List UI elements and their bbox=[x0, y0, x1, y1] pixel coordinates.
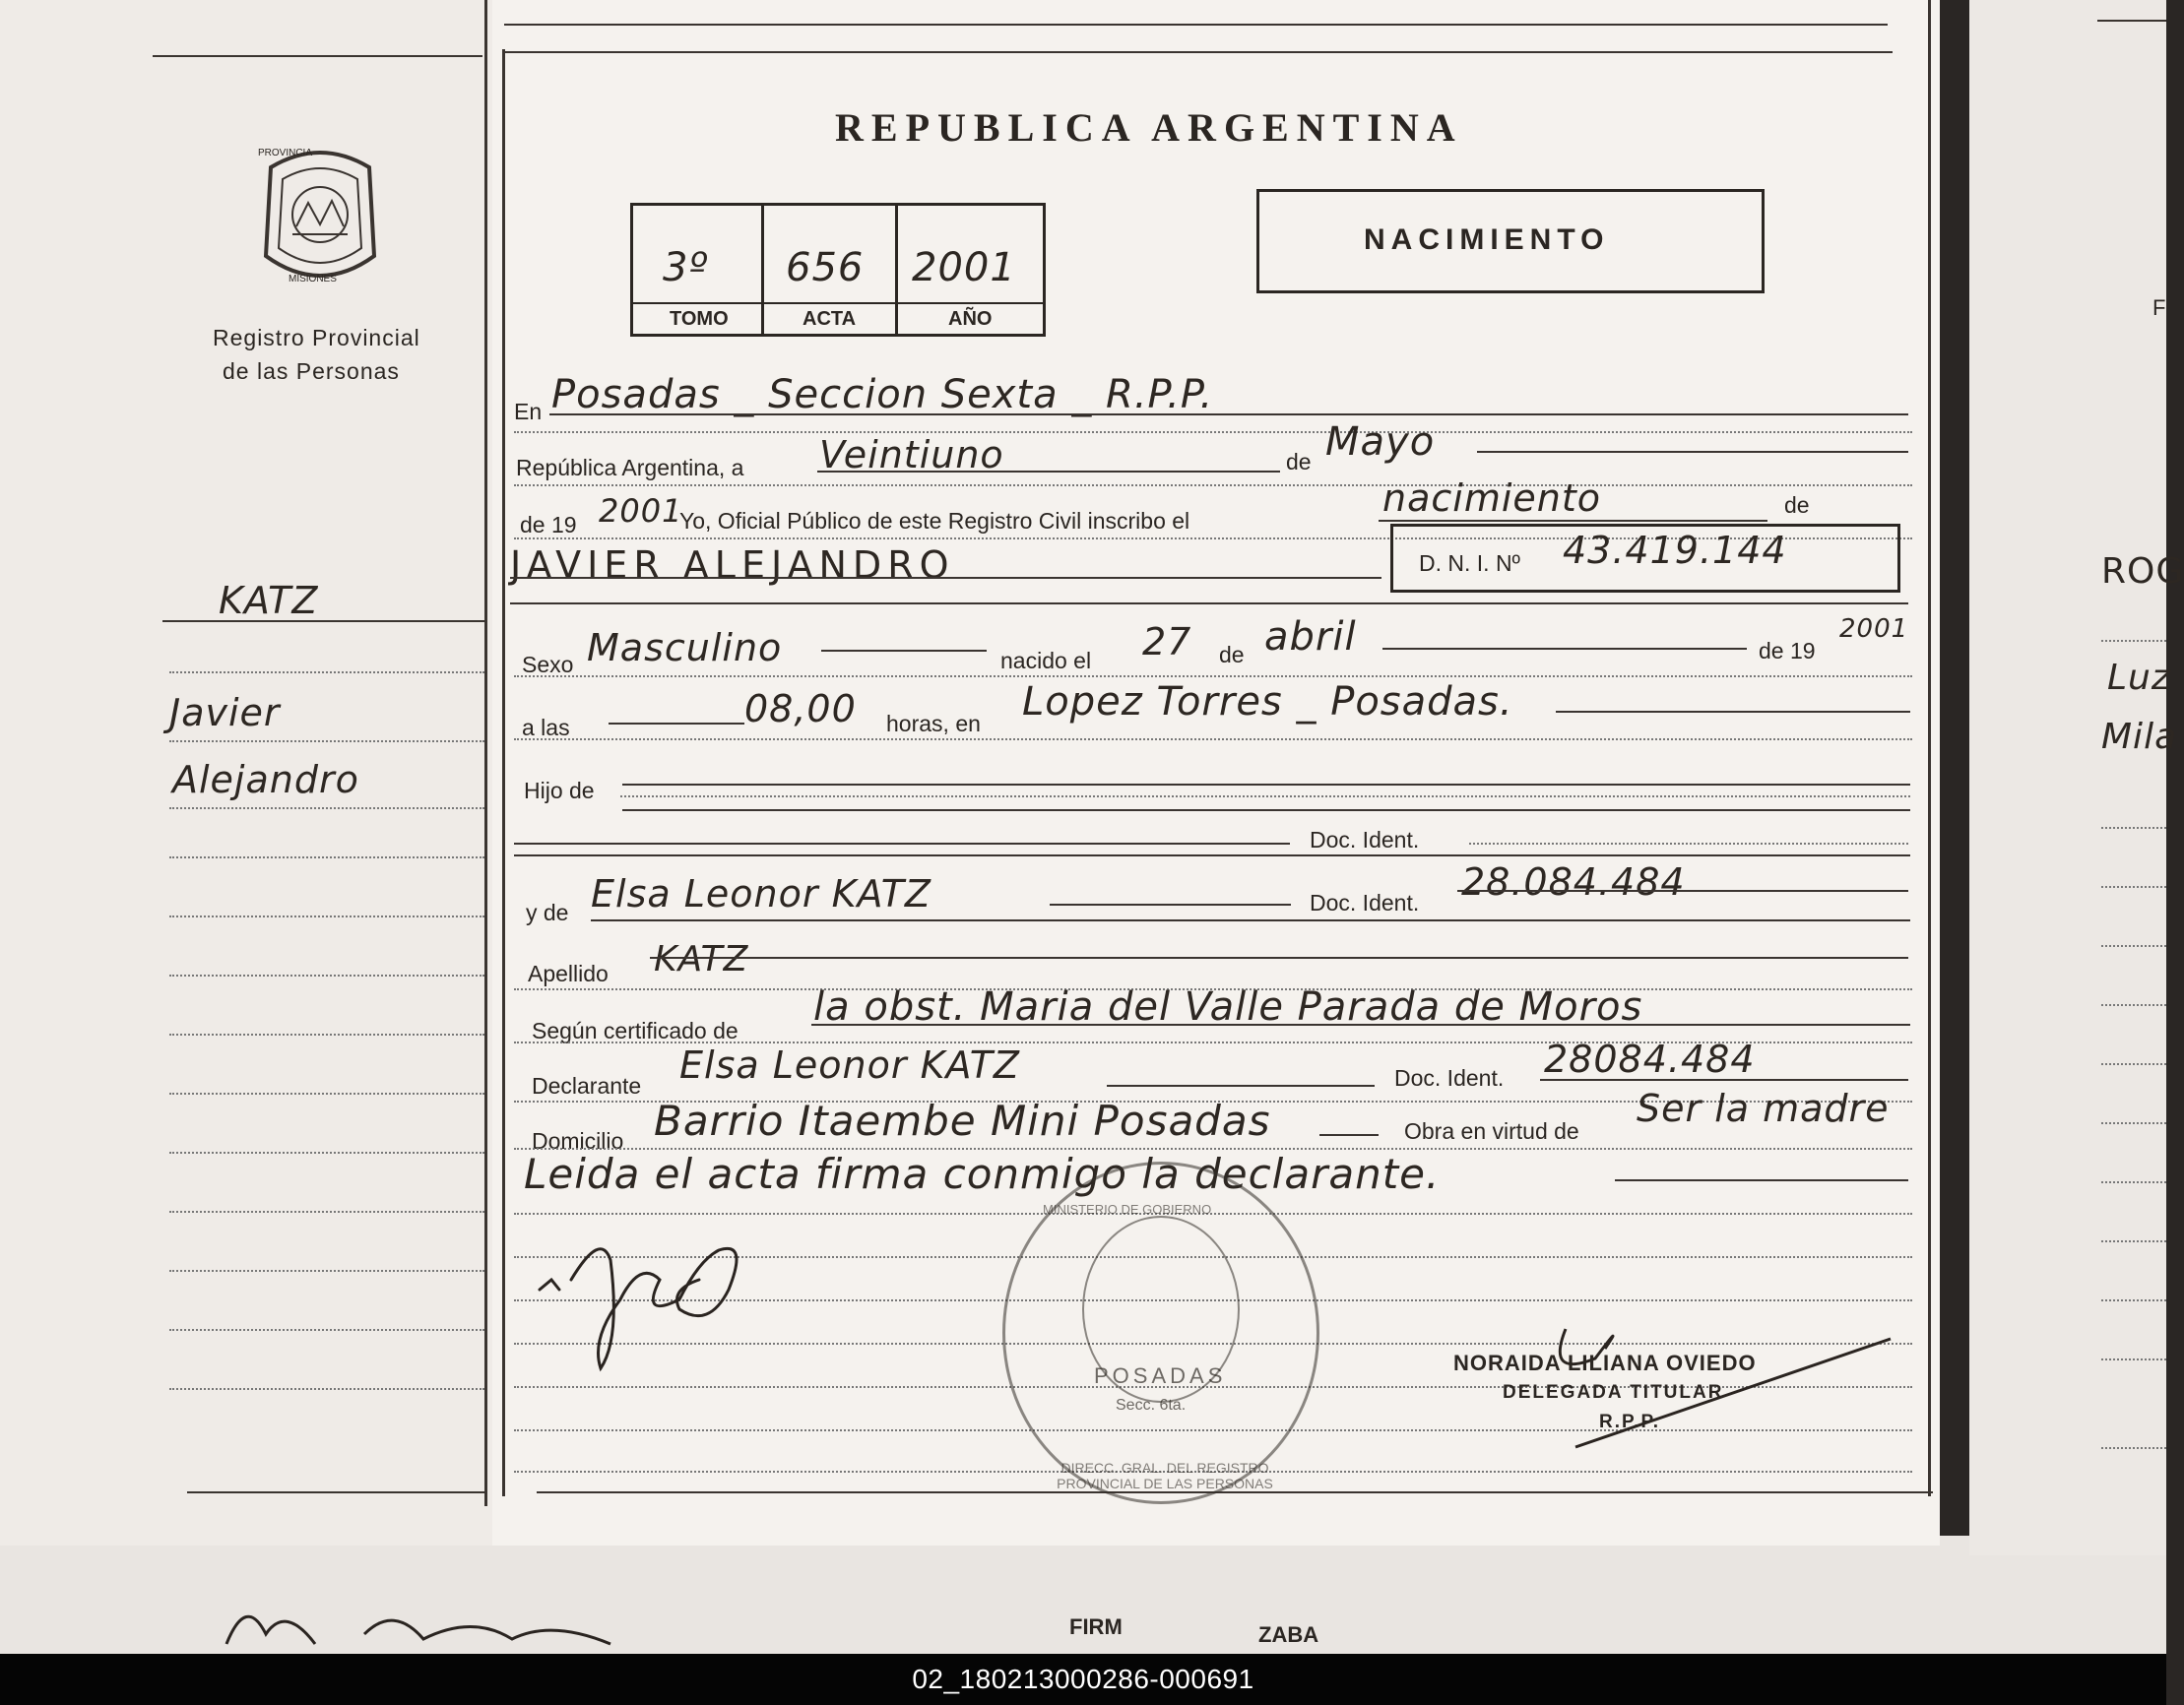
registry-name-line1: Registro Provincial bbox=[213, 325, 420, 350]
value-mes: Mayo bbox=[1325, 419, 1436, 465]
value-declarante: Elsa Leonor KATZ bbox=[679, 1043, 1020, 1087]
line bbox=[1107, 1085, 1375, 1087]
value-apellido: KATZ bbox=[654, 939, 749, 979]
declarant-signature-icon bbox=[532, 1221, 768, 1378]
label-republica-a: República Argentina, a bbox=[516, 455, 744, 480]
stub-dotline bbox=[169, 916, 484, 917]
acta-label: ACTA bbox=[803, 308, 857, 330]
label-dni: D. N. I. Nº bbox=[1419, 550, 1520, 576]
label-en: En bbox=[514, 399, 543, 424]
label-apellido: Apellido bbox=[528, 961, 609, 986]
line bbox=[609, 723, 744, 725]
stub-dotline bbox=[169, 671, 484, 673]
registry-stamp bbox=[1002, 1162, 1319, 1504]
dotline bbox=[620, 795, 1910, 797]
line bbox=[510, 577, 1381, 579]
dotline bbox=[2101, 1240, 2166, 1242]
label-de-3: de bbox=[1219, 642, 1245, 667]
dotline bbox=[2101, 1447, 2166, 1449]
act-type: NACIMIENTO bbox=[1364, 223, 1610, 256]
bottom-signature-icon bbox=[217, 1595, 630, 1654]
stub-dotline bbox=[169, 1152, 484, 1154]
right-fragment-luz: Luz bbox=[2107, 658, 2171, 698]
dotline bbox=[2101, 1358, 2166, 1360]
dotline bbox=[1469, 843, 1908, 845]
line bbox=[622, 784, 1910, 786]
stub-dotline bbox=[169, 1211, 484, 1213]
ano-label: AÑO bbox=[948, 308, 993, 330]
dotline bbox=[514, 484, 1912, 486]
seal-text-bottom: MISIONES bbox=[289, 274, 337, 284]
stub-dotline bbox=[169, 1093, 484, 1095]
line bbox=[591, 919, 1910, 921]
stub-dotline bbox=[169, 807, 484, 809]
value-obra: Ser la madre bbox=[1637, 1087, 1890, 1130]
stub-dotline bbox=[169, 1388, 484, 1390]
dotline bbox=[2101, 1004, 2166, 1006]
stub-dotline bbox=[169, 1270, 484, 1272]
dotline bbox=[514, 431, 1912, 433]
value-madre-doc: 28.084.484 bbox=[1461, 860, 1686, 904]
value-madre: Elsa Leonor KATZ bbox=[591, 872, 931, 916]
official-name: NORAIDA LILIANA OVIEDO bbox=[1453, 1351, 1757, 1375]
top-rule bbox=[504, 24, 1888, 26]
dotline bbox=[2101, 886, 2166, 888]
label-de-2: de bbox=[1784, 492, 1810, 518]
line bbox=[1319, 1134, 1379, 1136]
line bbox=[549, 413, 1908, 415]
stub-rule bbox=[162, 620, 487, 622]
label-domicilio: Domicilio bbox=[532, 1128, 624, 1154]
dotline bbox=[514, 738, 1912, 740]
stub-top-rule bbox=[153, 55, 482, 57]
line bbox=[817, 471, 1280, 473]
stamp-ring-text: DIRECC. GRAL. DEL REGISTRO PROVINCIAL DE LAS PERSONAS bbox=[1057, 1460, 1273, 1491]
stub-dotline bbox=[169, 740, 484, 742]
tomo-value: 3º bbox=[663, 245, 709, 290]
value-lugar: Posadas _ Seccion Sexta _ R.P.P. bbox=[551, 372, 1214, 417]
line bbox=[821, 650, 987, 652]
label-doc-ident-1: Doc. Ident. bbox=[1310, 827, 1420, 852]
line bbox=[1556, 711, 1910, 713]
bottom-fragment-firm: FIRM bbox=[1069, 1614, 1123, 1639]
value-anio-nac: 2001 bbox=[1839, 614, 1909, 644]
label-obra-en-virtud: Obra en virtud de bbox=[1404, 1118, 1579, 1144]
label-sexo: Sexo bbox=[522, 652, 574, 677]
image-id-bar bbox=[0, 1654, 2166, 1705]
tomo-label: TOMO bbox=[670, 308, 729, 330]
label-a-las: a las bbox=[522, 715, 570, 740]
label-y-de: y de bbox=[526, 900, 569, 925]
label-de: de bbox=[1286, 449, 1312, 474]
label-declarante: Declarante bbox=[532, 1073, 642, 1099]
value-certificado: la obst. Maria del Valle Parada de Moros bbox=[813, 984, 1643, 1030]
line bbox=[811, 1024, 1910, 1026]
image-id-label: 02_180213000286-000691 bbox=[912, 1664, 1254, 1694]
right-adjacent-sheet bbox=[1969, 0, 2166, 1555]
line bbox=[514, 854, 1910, 856]
line bbox=[1540, 1079, 1908, 1081]
value-lugar-nac: Lopez Torres _ Posadas. bbox=[1022, 679, 1513, 725]
line bbox=[514, 843, 1290, 845]
line bbox=[1379, 520, 1767, 522]
value-anio: 2001 bbox=[599, 492, 683, 530]
seal-text-top: PROVINCIA bbox=[258, 148, 313, 158]
label-segun-certificado: Según certificado de bbox=[532, 1018, 739, 1043]
bottom-fragment-zaba: ZABA bbox=[1258, 1622, 1319, 1647]
dotline bbox=[2101, 827, 2166, 829]
value-declarante-doc: 28084.484 bbox=[1544, 1038, 1756, 1081]
stub-dotline bbox=[169, 856, 484, 858]
stub-dotline bbox=[169, 1034, 484, 1036]
label-yo-oficial: Yo, Oficial Público de este Registro Civil inscribo el bbox=[679, 508, 1190, 534]
line bbox=[510, 602, 1908, 604]
country-title: REPUBLICA ARGENTINA bbox=[835, 105, 1463, 150]
label-horas-en: horas, en bbox=[886, 711, 981, 736]
stamp-inner-text: MINISTERIO DE GOBIERNO bbox=[1043, 1202, 1212, 1217]
value-acto: nacimiento bbox=[1382, 476, 1602, 520]
registry-name-line2: de las Personas bbox=[223, 358, 400, 384]
line bbox=[1050, 904, 1291, 906]
line bbox=[622, 809, 1910, 811]
label-hijo-de: Hijo de bbox=[524, 778, 595, 803]
stub-divider bbox=[484, 0, 487, 1506]
margin-surname: KATZ bbox=[219, 579, 319, 622]
official-title: DELEGADA TITULAR bbox=[1503, 1382, 1724, 1403]
value-domicilio: Barrio Itaembe Mini Posadas bbox=[654, 1097, 1271, 1145]
line bbox=[1382, 648, 1747, 650]
dotline bbox=[2101, 1181, 2166, 1183]
stub-dotline bbox=[169, 975, 484, 977]
dotline bbox=[514, 675, 1912, 677]
value-sexo: Masculino bbox=[587, 626, 783, 669]
line bbox=[1615, 1179, 1908, 1181]
ano-value: 2001 bbox=[912, 245, 1016, 290]
dotline bbox=[2101, 1299, 2166, 1301]
act-type-box bbox=[1256, 189, 1765, 293]
stub-bottom-rule bbox=[187, 1491, 487, 1493]
right-fragment-mila: Mila bbox=[2101, 717, 2178, 757]
official-office: R.P.P. bbox=[1599, 1412, 1661, 1432]
dotline bbox=[2101, 1063, 2166, 1065]
dni-box bbox=[1390, 524, 1900, 593]
value-hora: 08,00 bbox=[744, 687, 857, 730]
margin-given-2: Alejandro bbox=[172, 758, 359, 801]
value-dni: 43.419.144 bbox=[1563, 529, 1787, 572]
stamp-city: POSADAS bbox=[1094, 1363, 1227, 1388]
label-doc-ident-3: Doc. Ident. bbox=[1394, 1065, 1505, 1091]
line bbox=[650, 957, 1908, 959]
label-doc-ident-2: Doc. Ident. bbox=[1310, 890, 1420, 916]
bottom-rule bbox=[537, 1491, 1933, 1493]
top-rule-2 bbox=[504, 51, 1893, 53]
margin-given-1: Javier bbox=[169, 691, 281, 734]
label-nacido-el: nacido el bbox=[1000, 648, 1092, 673]
dotline bbox=[2101, 640, 2166, 642]
frame-left bbox=[502, 49, 505, 1496]
line bbox=[1477, 451, 1908, 453]
dotline bbox=[2101, 1122, 2166, 1124]
value-dia-letras: Veintiuno bbox=[819, 433, 1004, 476]
right-fragment-f: F bbox=[2152, 295, 2166, 320]
label-de-19-2: de 19 bbox=[1759, 638, 1816, 663]
dotline bbox=[2101, 945, 2166, 947]
value-mes-nac: abril bbox=[1264, 614, 1357, 660]
frame-right bbox=[1928, 0, 1931, 1496]
acta-value: 656 bbox=[786, 245, 865, 290]
value-dia-nac: 27 bbox=[1142, 620, 1192, 663]
stub-dotline bbox=[169, 1329, 484, 1331]
value-nombre: JAVIER ALEJANDRO bbox=[510, 543, 955, 587]
right-rule bbox=[2097, 20, 2166, 22]
book-reference-table bbox=[630, 203, 1046, 337]
label-de-19: de 19 bbox=[520, 512, 577, 537]
right-fragment-rog: ROG bbox=[2101, 551, 2184, 592]
stamp-section: Secc. 6ta. bbox=[1116, 1397, 1187, 1414]
value-cierre: Leida el acta firma conmigo la declarante. bbox=[524, 1150, 1441, 1198]
line bbox=[1457, 890, 1908, 892]
